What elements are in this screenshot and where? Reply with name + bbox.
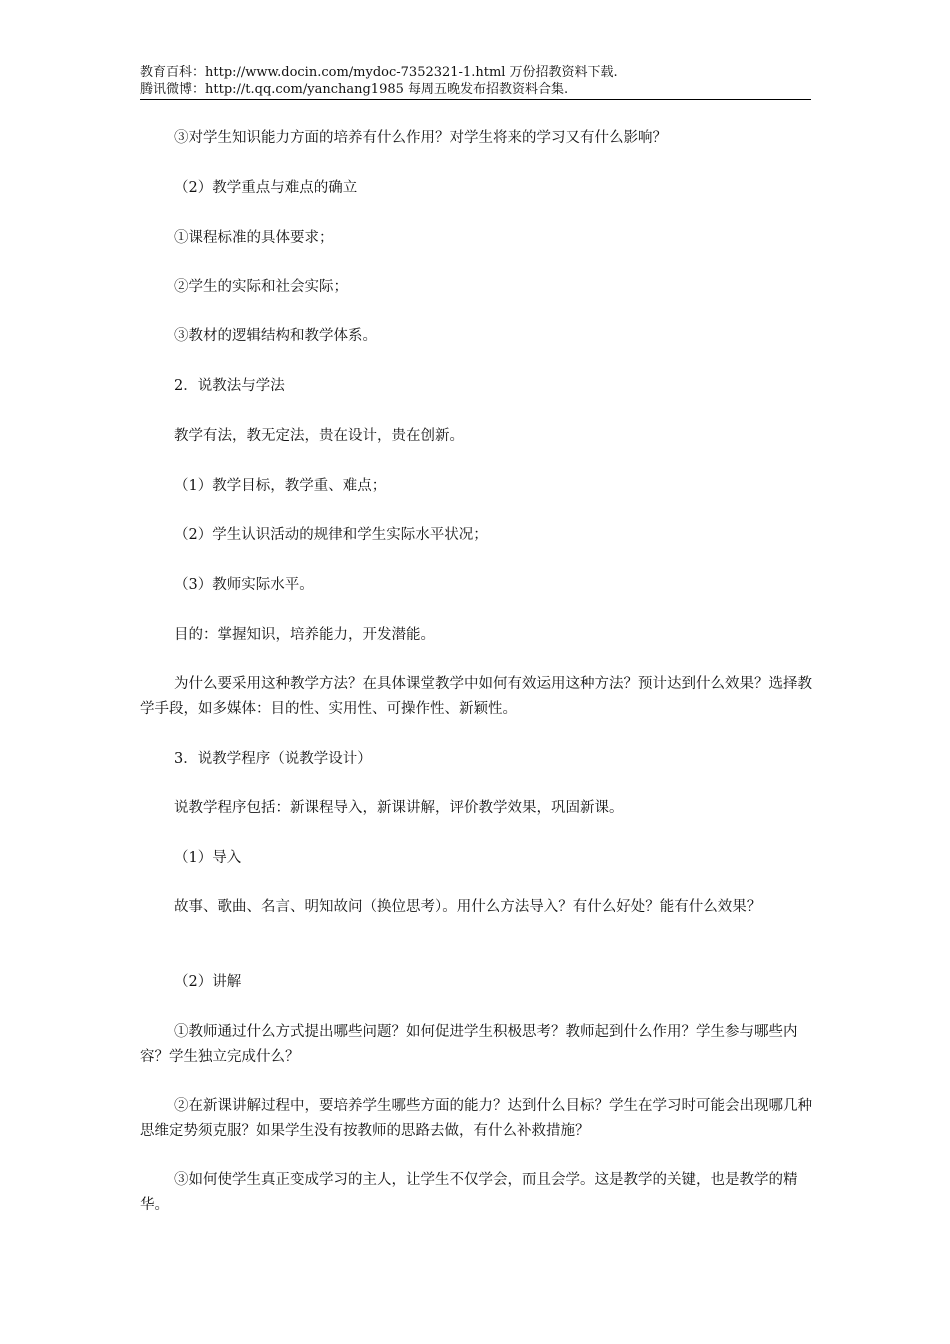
list-item: ①课程标准的具体要求； [174,230,334,246]
paragraph: 故事、歌曲、名言、明知故问（换位思考）。用什么方法导入？有什么好处？能有什么效果？ [174,899,762,915]
list-item: ③教材的逻辑结构和教学体系。 [174,328,377,344]
section-heading: （2）讲解 [174,974,242,990]
paragraph: 目的：掌握知识，培养能力，开发潜能。 [174,627,435,643]
paragraph: ③对学生知识能力方面的培养有什么作用？对学生将来的学习又有什么影响？ [174,130,667,146]
list-item: （3）教师实际水平。 [174,577,314,593]
section-heading: 2．说教法与学法 [174,378,285,394]
section-heading: 3．说教学程序（说教学设计） [174,751,372,767]
paragraph: ①教师通过什么方式提出哪些问题？如何促进学生积极思考？教师起到什么作用？学生参与哪些内容？学生独立完成什么？ [140,1024,798,1065]
paragraph: 教学有法，教无定法，贵在设计，贵在创新。 [174,428,464,444]
section-heading: （2）教学重点与难点的确立 [174,180,358,196]
paragraph: ②在新课讲解过程中，要培养学生哪些方面的能力？达到什么目标？学生在学习时可能会出现哪几种思维定势须克服？如果学生没有按教师的思路去做，有什么补救措施？ [140,1098,812,1139]
list-item: （1）教学目标，教学重、难点； [174,478,387,494]
header-line-docin: 教育百科：http://www.docin.com/mydoc-7352321-1.html 万份招教资料下载. [140,65,618,80]
section-heading: （1）导入 [174,850,242,866]
list-item: （2）学生认识活动的规律和学生实际水平状况； [174,527,488,543]
page-header [140,64,811,100]
paragraph: ③如何使学生真正变成学习的主人，让学生不仅学会，而且会学。这是教学的关键，也是教学的精华。 [140,1172,798,1213]
paragraph: 说教学程序包括：新课程导入，新课讲解，评价教学效果，巩固新课。 [174,800,624,816]
paragraph: 为什么要采用这种教学方法？在具体课堂教学中如何有效运用这种方法？预计达到什么效果？选择教学手段，如多媒体：目的性、实用性、可操作性、新颖性。 [140,676,812,717]
header-line-weibo: 腾讯微博：http://t.qq.com/yanchang1985 每周五晚发布招教资料合集. [140,82,569,97]
list-item: ②学生的实际和社会实际； [174,279,348,295]
